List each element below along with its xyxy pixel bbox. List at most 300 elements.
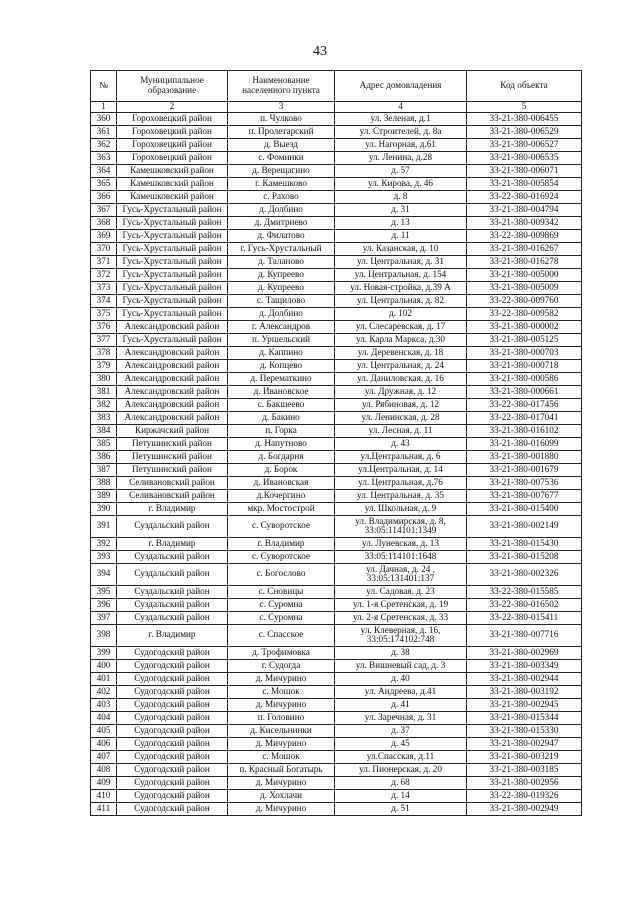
municipality-cell: Гусь-Хрустальный район — [117, 333, 228, 346]
row-number: 382 — [91, 398, 117, 411]
table-row — [91, 611, 582, 624]
table-row — [91, 450, 582, 463]
address-cell: ул. Даниловская, д. 16 — [335, 372, 467, 385]
object-code-cell: 33-21-380-015400 — [467, 502, 582, 515]
address-cell: ул. Зеленая, д.1 — [335, 112, 467, 125]
row-number: 398 — [91, 624, 117, 646]
address-cell: 33:05:114101:1648 — [335, 550, 467, 563]
municipality-cell: г. Владимир — [117, 537, 228, 550]
row-number: 387 — [91, 463, 117, 476]
address-cell: д. 11 — [335, 229, 467, 242]
object-code-cell: 33-21-380-001679 — [467, 463, 582, 476]
settlement-cell: п. Пролетарский — [228, 125, 335, 138]
table-row — [91, 672, 582, 685]
address-cell: ул. Школьная, д. 9 — [335, 502, 467, 515]
object-code-cell: 33-21-380-015330 — [467, 724, 582, 737]
row-number: 366 — [91, 190, 117, 203]
table-row — [91, 698, 582, 711]
object-code-cell: 33-22-380-015585 — [467, 585, 582, 598]
municipality-cell: Селивановский район — [117, 476, 228, 489]
settlement-cell: д. Трофимовка — [228, 646, 335, 659]
table-row — [91, 125, 582, 138]
table-row — [91, 502, 582, 515]
settlement-cell: п. Уршельский — [228, 333, 335, 346]
address-cell: ул. Нагорная, д.61 — [335, 138, 467, 151]
municipality-cell: Гороховецкий район — [117, 112, 228, 125]
municipality-cell: Камешковский район — [117, 177, 228, 190]
row-number: 377 — [91, 333, 117, 346]
table-header-row — [91, 71, 582, 102]
address-cell: д. 45 — [335, 737, 467, 750]
settlement-cell: д. Верещагино — [228, 164, 335, 177]
table-row — [91, 138, 582, 151]
settlement-cell: мкр. Мостострой — [228, 502, 335, 515]
settlement-cell: д. Борок — [228, 463, 335, 476]
settlement-cell: д. Долбино — [228, 203, 335, 216]
address-cell: ул. Заречная, д. 31 — [335, 711, 467, 724]
row-number: 403 — [91, 698, 117, 711]
table-row — [91, 424, 582, 437]
object-code-cell: 33-21-380-001880 — [467, 450, 582, 463]
object-code-cell: 33-21-380-002326 — [467, 563, 582, 585]
row-number: 405 — [91, 724, 117, 737]
address-cell: ул. Ленинская, д. 28 — [335, 411, 467, 424]
address-cell: ул. Дачная, д. 24 , 33:05:131401:137 — [335, 563, 467, 585]
table-row — [91, 190, 582, 203]
settlement-cell: д. Мичурино — [228, 802, 335, 815]
row-number: 394 — [91, 563, 117, 585]
settlement-cell: д. Долбино — [228, 307, 335, 320]
address-cell: ул. Ленина, д.28 — [335, 151, 467, 164]
row-number: 390 — [91, 502, 117, 515]
settlement-cell: д. Филатово — [228, 229, 335, 242]
address-cell: ул. Луневская, д. 13 — [335, 537, 467, 550]
object-code-cell: 33-22-380-009582 — [467, 307, 582, 320]
address-cell: ул. Дружная, д. 12 — [335, 385, 467, 398]
row-number: 362 — [91, 138, 117, 151]
address-cell: ул. Владимирская, д. 8, 33:05:114101:1349 — [335, 515, 467, 537]
row-number: 397 — [91, 611, 117, 624]
municipality-cell: Гороховецкий район — [117, 151, 228, 164]
settlement-cell: д. Каппино — [228, 346, 335, 359]
object-code-cell: 33-22-380-016502 — [467, 598, 582, 611]
address-cell: ул. Лесная, д. 11 — [335, 424, 467, 437]
settlement-cell: д. Копцево — [228, 359, 335, 372]
settlement-cell: д. Бакино — [228, 411, 335, 424]
address-cell: д. 31 — [335, 203, 467, 216]
municipality-cell: Киржачский район — [117, 424, 228, 437]
municipality-cell: Судогодский район — [117, 685, 228, 698]
address-cell: ул. Андреева, д.41 — [335, 685, 467, 698]
settlement-cell: д. Таланово — [228, 255, 335, 268]
municipality-cell: Судогодский район — [117, 672, 228, 685]
row-number: 410 — [91, 789, 117, 802]
object-code-cell: 33-21-380-003192 — [467, 685, 582, 698]
settlement-cell: д. Выезд — [228, 138, 335, 151]
row-number: 378 — [91, 346, 117, 359]
row-number: 368 — [91, 216, 117, 229]
table-row — [91, 515, 582, 537]
object-code-cell: 33-21-380-007677 — [467, 489, 582, 502]
row-number: 384 — [91, 424, 117, 437]
table-row — [91, 333, 582, 346]
settlement-cell: д. Дмитриево — [228, 216, 335, 229]
object-code-cell: 33-21-380-015208 — [467, 550, 582, 563]
address-cell: ул. Казанская, д. 10 — [335, 242, 467, 255]
municipality-cell: Александровский район — [117, 320, 228, 333]
settlement-cell: д. Мичурино — [228, 698, 335, 711]
settlement-cell: д. Ивановское — [228, 385, 335, 398]
municipality-cell: Судогодский район — [117, 750, 228, 763]
table-row — [91, 372, 582, 385]
municipality-cell: Петушинский район — [117, 437, 228, 450]
row-number: 395 — [91, 585, 117, 598]
settlement-cell: г. Владимир — [228, 537, 335, 550]
address-cell: д. 38 — [335, 646, 467, 659]
table-row — [91, 550, 582, 563]
object-code-cell: 33-21-380-006527 — [467, 138, 582, 151]
settlement-cell: с. Суромна — [228, 611, 335, 624]
municipality-cell: Суздальский район — [117, 550, 228, 563]
address-cell: ул. Клеверная, д. 16, 33:05:174102:748 — [335, 624, 467, 646]
object-code-cell: 33-22-380-017456 — [467, 398, 582, 411]
header-number: № — [91, 71, 117, 102]
municipality-cell: Судогодский район — [117, 646, 228, 659]
municipality-cell: Петушинский район — [117, 450, 228, 463]
municipality-cell: Гусь-Хрустальный район — [117, 268, 228, 281]
address-cell: ул. Центральная, д.76 — [335, 476, 467, 489]
address-cell: ул. Центральная, д. 82 — [335, 294, 467, 307]
address-cell: ул. Центральная, д. 31 — [335, 255, 467, 268]
row-number: 367 — [91, 203, 117, 216]
table-row — [91, 585, 582, 598]
row-number: 409 — [91, 776, 117, 789]
row-number: 375 — [91, 307, 117, 320]
address-cell: ул.Центральная, д. 14 — [335, 463, 467, 476]
row-number: 373 — [91, 281, 117, 294]
settlement-cell: д. Богдарня — [228, 450, 335, 463]
municipality-cell: Селивановский район — [117, 489, 228, 502]
object-code-cell: 33-21-380-002949 — [467, 802, 582, 815]
address-cell: ул. Центральная, д. 24 — [335, 359, 467, 372]
settlement-cell: д. Ивановская — [228, 476, 335, 489]
settlement-cell: г. Камешково — [228, 177, 335, 190]
object-code-cell: 33-21-380-002944 — [467, 672, 582, 685]
object-code-cell: 33-21-380-005000 — [467, 268, 582, 281]
object-code-cell: 33-21-380-005854 — [467, 177, 582, 190]
address-cell: д. 57 — [335, 164, 467, 177]
address-cell: ул. Рябиновая, д. 12 — [335, 398, 467, 411]
header-object-code: Код объекта — [467, 71, 582, 102]
table-row — [91, 789, 582, 802]
address-cell: д. 41 — [335, 698, 467, 711]
municipality-cell: Гусь-Хрустальный район — [117, 255, 228, 268]
municipality-cell: Судогодский район — [117, 763, 228, 776]
address-cell: ул.Спасская, д.11 — [335, 750, 467, 763]
row-number: 385 — [91, 437, 117, 450]
municipality-cell: Гусь-Хрустальный район — [117, 307, 228, 320]
object-code-cell: 33-21-380-002945 — [467, 698, 582, 711]
page-number: 43 — [313, 44, 327, 59]
municipality-cell: Суздальский район — [117, 611, 228, 624]
table-row — [91, 216, 582, 229]
municipality-cell: Камешковский район — [117, 164, 228, 177]
column-index: 4 — [335, 102, 467, 113]
municipality-cell: Александровский район — [117, 385, 228, 398]
address-cell: ул. 2-я Сретенская, д. 33 — [335, 611, 467, 624]
municipality-cell: Судогодский район — [117, 776, 228, 789]
row-number: 381 — [91, 385, 117, 398]
table-row — [91, 724, 582, 737]
column-index: 5 — [467, 102, 582, 113]
row-number: 411 — [91, 802, 117, 815]
row-number: 379 — [91, 359, 117, 372]
object-code-cell: 33-21-380-016278 — [467, 255, 582, 268]
address-cell: ул.Центральная, д. 6 — [335, 450, 467, 463]
municipality-cell: Суздальский район — [117, 598, 228, 611]
object-code-cell: 33-21-380-002956 — [467, 776, 582, 789]
object-code-cell: 33-21-380-015430 — [467, 537, 582, 550]
table-row — [91, 763, 582, 776]
municipality-cell: Суздальский район — [117, 585, 228, 598]
settlement-cell: д. Кисельнинки — [228, 724, 335, 737]
settlement-cell: г. Александров — [228, 320, 335, 333]
municipality-cell: г. Владимир — [117, 502, 228, 515]
row-number: 369 — [91, 229, 117, 242]
object-code-cell: 33-21-380-016099 — [467, 437, 582, 450]
municipality-cell: Гусь-Хрустальный район — [117, 203, 228, 216]
object-code-cell: 33-21-380-005009 — [467, 281, 582, 294]
table-row — [91, 598, 582, 611]
object-code-cell: 33-22-380-016924 — [467, 190, 582, 203]
settlement-cell: д. Купреево — [228, 268, 335, 281]
row-number: 386 — [91, 450, 117, 463]
header-municipality: Муниципальное образование — [117, 71, 228, 102]
settlement-cell: г. Судогда — [228, 659, 335, 672]
row-number: 383 — [91, 411, 117, 424]
table-row — [91, 164, 582, 177]
settlement-cell: д. Перематкино — [228, 372, 335, 385]
row-number: 389 — [91, 489, 117, 502]
municipality-cell: Александровский район — [117, 346, 228, 359]
table-row — [91, 711, 582, 724]
settlement-cell: с. Суворотское — [228, 515, 335, 537]
object-code-cell: 33-22-380-009869 — [467, 229, 582, 242]
municipality-cell: Суздальский район — [117, 515, 228, 537]
row-number: 400 — [91, 659, 117, 672]
row-number: 402 — [91, 685, 117, 698]
municipality-cell: Камешковский район — [117, 190, 228, 203]
row-number: 380 — [91, 372, 117, 385]
object-code-cell: 33-21-380-000703 — [467, 346, 582, 359]
header-settlement: Наименование населенного пункта — [228, 71, 335, 102]
object-code-cell: 33-21-380-007716 — [467, 624, 582, 646]
municipality-cell: Александровский район — [117, 359, 228, 372]
object-code-cell: 33-21-380-016102 — [467, 424, 582, 437]
table-row — [91, 320, 582, 333]
table-row — [91, 476, 582, 489]
settlement-cell: г. Гусь-Хрустальный — [228, 242, 335, 255]
address-cell: д. 40 — [335, 672, 467, 685]
column-index-row — [91, 102, 582, 113]
object-code-cell: 33-21-380-004794 — [467, 203, 582, 216]
table-row — [91, 385, 582, 398]
table-row — [91, 151, 582, 164]
row-number: 391 — [91, 515, 117, 537]
settlement-cell: д. Купреево — [228, 281, 335, 294]
settlement-cell: д. Мичурино — [228, 776, 335, 789]
column-index: 2 — [117, 102, 228, 113]
table-row — [91, 346, 582, 359]
address-cell: ул. Центральная, д. 154 — [335, 268, 467, 281]
municipality-cell: Петушинский район — [117, 463, 228, 476]
municipality-cell: Александровский район — [117, 411, 228, 424]
settlement-cell: с. Суворотское — [228, 550, 335, 563]
municipality-cell: Судогодский район — [117, 802, 228, 815]
row-number: 361 — [91, 125, 117, 138]
settlement-cell: с. Фоминки — [228, 151, 335, 164]
address-cell: д. 13 — [335, 216, 467, 229]
address-cell: д. 14 — [335, 789, 467, 802]
address-cell: ул. Строителей, д. 8а — [335, 125, 467, 138]
municipality-cell: Суздальский район — [117, 563, 228, 585]
settlement-cell: с. Мошок — [228, 750, 335, 763]
settlement-cell: с. Богослово — [228, 563, 335, 585]
object-code-cell: 33-21-380-003185 — [467, 763, 582, 776]
object-code-cell: 33-21-380-003349 — [467, 659, 582, 672]
object-code-cell: 33-22-380-009760 — [467, 294, 582, 307]
municipality-cell: Александровский район — [117, 372, 228, 385]
object-code-cell: 33-21-380-007536 — [467, 476, 582, 489]
row-number: 399 — [91, 646, 117, 659]
table-row — [91, 685, 582, 698]
table-row — [91, 489, 582, 502]
address-cell: ул. Пионерская, д. 20 — [335, 763, 467, 776]
settlement-cell: п. Головино — [228, 711, 335, 724]
table-row — [91, 802, 582, 815]
row-number: 374 — [91, 294, 117, 307]
settlement-cell: д. Мичурино — [228, 737, 335, 750]
object-code-cell: 33-21-380-000586 — [467, 372, 582, 385]
row-number: 407 — [91, 750, 117, 763]
settlement-cell: с. Тащилово — [228, 294, 335, 307]
municipality-cell: Гусь-Хрустальный район — [117, 281, 228, 294]
municipality-cell: Гороховецкий район — [117, 138, 228, 151]
table-row — [91, 563, 582, 585]
address-cell: ул. Садовая, д. 23 — [335, 585, 467, 598]
table-row — [91, 737, 582, 750]
municipality-cell: Судогодский район — [117, 789, 228, 802]
table-row — [91, 255, 582, 268]
table-row — [91, 229, 582, 242]
object-code-cell: 33-21-380-003219 — [467, 750, 582, 763]
table-row — [91, 537, 582, 550]
address-cell: ул. 1-я Сретенская, д. 19 — [335, 598, 467, 611]
settlement-cell: д. Напутново — [228, 437, 335, 450]
municipality-cell: Гусь-Хрустальный район — [117, 229, 228, 242]
address-cell: д. 37 — [335, 724, 467, 737]
column-index: 1 — [91, 102, 117, 113]
header-address: Адрес домовладения — [335, 71, 467, 102]
row-number: 396 — [91, 598, 117, 611]
settlement-cell: с. Бакшеево — [228, 398, 335, 411]
row-number: 363 — [91, 151, 117, 164]
table-row — [91, 437, 582, 450]
table-row — [91, 281, 582, 294]
address-cell: д. 51 — [335, 802, 467, 815]
settlement-cell: с. Мошок — [228, 685, 335, 698]
table-row — [91, 411, 582, 424]
row-number: 371 — [91, 255, 117, 268]
settlement-cell: п. Горка — [228, 424, 335, 437]
row-number: 388 — [91, 476, 117, 489]
municipality-cell: Судогодский район — [117, 659, 228, 672]
municipality-cell: Судогодский район — [117, 737, 228, 750]
settlement-cell: с. Спасское — [228, 624, 335, 646]
table-row — [91, 242, 582, 255]
object-code-cell: 33-21-380-006071 — [467, 164, 582, 177]
address-cell: д. 43 — [335, 437, 467, 450]
address-cell: ул. Центральная, д. 35 — [335, 489, 467, 502]
settlement-cell: д. Хохлачи — [228, 789, 335, 802]
row-number: 401 — [91, 672, 117, 685]
object-code-cell: 33-21-380-006529 — [467, 125, 582, 138]
row-number: 365 — [91, 177, 117, 190]
settlement-cell: с. Суромна — [228, 598, 335, 611]
object-code-cell: 33-21-380-015344 — [467, 711, 582, 724]
row-number: 406 — [91, 737, 117, 750]
settlement-cell: п. Красный Богатырь — [228, 763, 335, 776]
object-code-cell: 33-21-380-016267 — [467, 242, 582, 255]
settlement-cell: д. Мичурино — [228, 672, 335, 685]
table-row — [91, 398, 582, 411]
row-number: 370 — [91, 242, 117, 255]
object-code-cell: 33-21-380-002149 — [467, 515, 582, 537]
object-code-cell: 33-21-380-006455 — [467, 112, 582, 125]
object-code-cell: 33-22-380-019326 — [467, 789, 582, 802]
address-cell: ул. Карла Маркса, д.30 — [335, 333, 467, 346]
object-code-cell: 33-21-380-009342 — [467, 216, 582, 229]
object-code-cell: 33-22-380-017041 — [467, 411, 582, 424]
settlement-cell: с. Рахово — [228, 190, 335, 203]
object-code-cell: 33-21-380-000661 — [467, 385, 582, 398]
object-code-cell: 33-22-380-015411 — [467, 611, 582, 624]
address-cell: д. 68 — [335, 776, 467, 789]
object-code-cell: 33-21-380-005125 — [467, 333, 582, 346]
row-number: 364 — [91, 164, 117, 177]
address-cell: д. 8 — [335, 190, 467, 203]
table-body — [91, 112, 582, 815]
table-row — [91, 294, 582, 307]
object-code-cell: 33-21-380-006535 — [467, 151, 582, 164]
table-row — [91, 646, 582, 659]
table-row — [91, 307, 582, 320]
row-number: 360 — [91, 112, 117, 125]
table-row — [91, 177, 582, 190]
municipality-cell: Судогодский район — [117, 711, 228, 724]
table-row — [91, 359, 582, 372]
municipality-cell: Гусь-Хрустальный район — [117, 216, 228, 229]
municipality-cell: Судогодский район — [117, 724, 228, 737]
registry-table — [90, 70, 582, 816]
table-row — [91, 463, 582, 476]
municipality-cell: Гусь-Хрустальный район — [117, 242, 228, 255]
address-cell: ул. Кирова, д. 46 — [335, 177, 467, 190]
column-index: 3 — [228, 102, 335, 113]
settlement-cell: с. Сновицы — [228, 585, 335, 598]
address-cell: ул. Вишневый сад, д. 3 — [335, 659, 467, 672]
table-row — [91, 659, 582, 672]
